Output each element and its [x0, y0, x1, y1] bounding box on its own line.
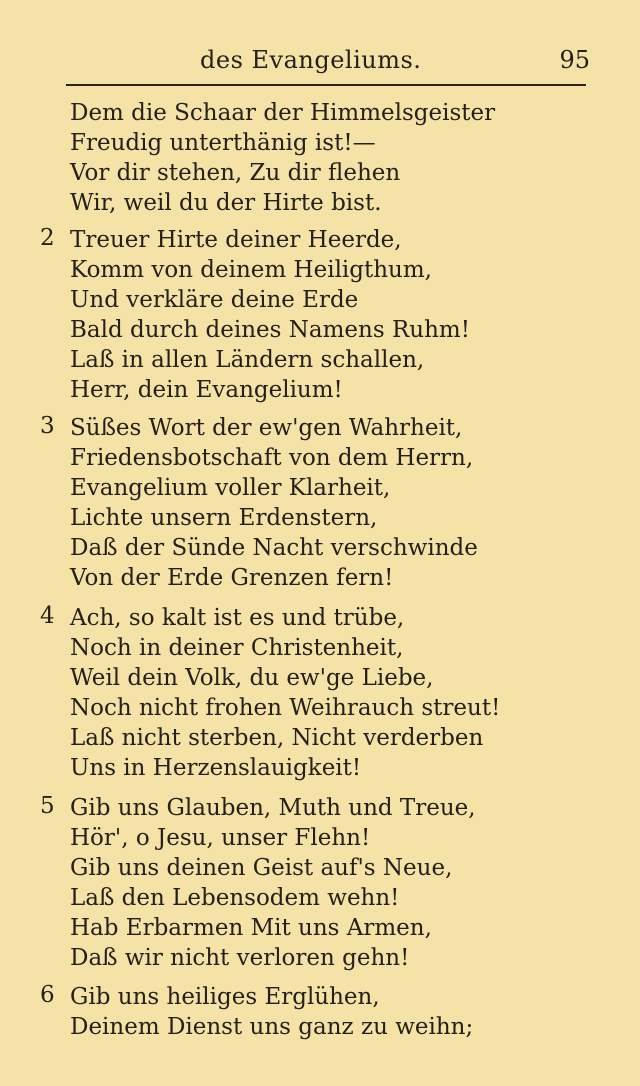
- page-number: 95: [559, 46, 590, 74]
- verse-line: Uns in Herzenslauigkeit!: [70, 755, 362, 781]
- verse-line: Laß nicht sterben, Nicht verderben: [70, 725, 484, 751]
- verse-line: Herr, dein Evangelium!: [70, 377, 343, 403]
- verse-line: Süßes Wort der ew'gen Wahrheit,: [70, 415, 463, 441]
- stanza: [40, 413, 600, 593]
- stanza: [40, 98, 600, 218]
- stanza-number: 6: [40, 982, 55, 1008]
- verse-line: Daß der Sünde Nacht verschwinde: [70, 535, 478, 561]
- verse-line: Daß wir nicht verloren gehn!: [70, 945, 410, 971]
- header-title: des Evangeliums.: [200, 46, 422, 74]
- verse-line: Gib uns Glauben, Muth und Treue,: [70, 795, 476, 821]
- verse-line: Noch in deiner Christenheit,: [70, 635, 404, 661]
- verse-line: Gib uns heiliges Erglühen,: [70, 984, 380, 1010]
- verse-line: Dem die Schaar der Himmelsgeister: [70, 100, 496, 126]
- verse-line: Deinem Dienst uns ganz zu weihn;: [70, 1014, 474, 1040]
- verse-line: Weil dein Volk, du ew'ge Liebe,: [70, 665, 434, 691]
- verse-line: Wir, weil du der Hirte bist.: [70, 190, 382, 216]
- verse-line: Hab Erbarmen Mit uns Armen,: [70, 915, 432, 941]
- verse-line: Lichte unsern Erdenstern,: [70, 505, 378, 531]
- verse-line: Komm von deinem Heiligthum,: [70, 257, 432, 283]
- stanza: [40, 603, 600, 783]
- stanza-number: 3: [40, 413, 55, 439]
- verse-line: Laß den Lebensodem wehn!: [70, 885, 400, 911]
- verse-line: Treuer Hirte deiner Heerde,: [70, 227, 402, 253]
- running-header: [66, 40, 590, 80]
- stanza: [40, 225, 600, 405]
- verse-line: Gib uns deinen Geist auf's Neue,: [70, 855, 453, 881]
- verse-line: Und verkläre deine Erde: [70, 287, 359, 313]
- stanza: [40, 982, 600, 1042]
- verse-line: Vor dir stehen, Zu dir flehen: [70, 160, 401, 186]
- verse-line: Friedensbotschaft von dem Herrn,: [70, 445, 474, 471]
- verse-line: Hör', o Jesu, unser Flehn!: [70, 825, 371, 851]
- verse-line: Noch nicht frohen Weihrauch streut!: [70, 695, 501, 721]
- verse-line: Von der Erde Grenzen fern!: [70, 565, 394, 591]
- stanza-number: 5: [40, 793, 55, 819]
- verse-line: Bald durch deines Namens Ruhm!: [70, 317, 470, 343]
- stanza: [40, 793, 600, 973]
- header-rule: [66, 84, 586, 86]
- verse-line: Laß in allen Ländern schallen,: [70, 347, 425, 373]
- verse-line: Freudig unterthänig ist!—: [70, 130, 376, 156]
- verse-line: Evangelium voller Klarheit,: [70, 475, 391, 501]
- stanza-number: 4: [40, 603, 55, 629]
- stanza-number: 2: [40, 225, 55, 251]
- verse-line: Ach, so kalt ist es und trübe,: [70, 605, 405, 631]
